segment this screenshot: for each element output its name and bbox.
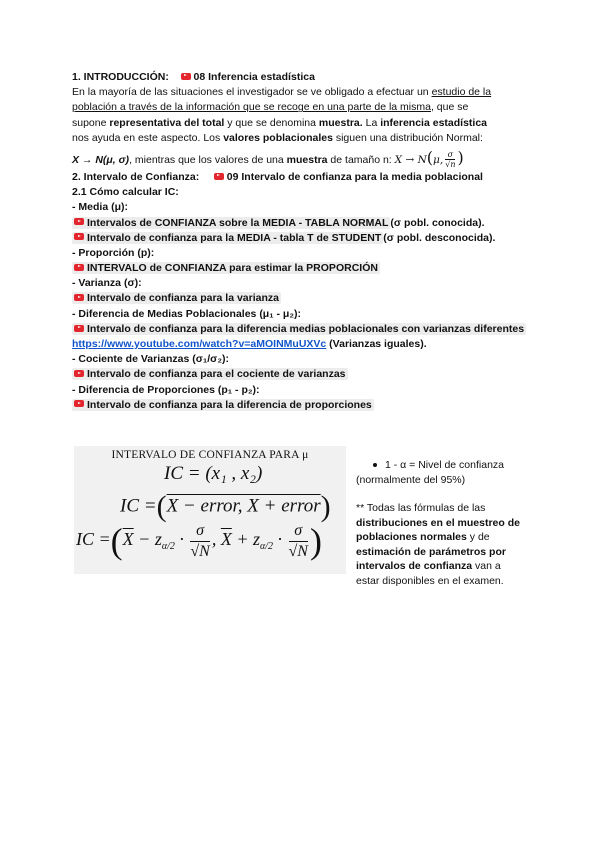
media-label: - Media (μ): xyxy=(72,201,129,214)
varianza-label: - Varianza (σ): xyxy=(72,277,142,290)
intro-line-1: En la mayoría de las situaciones el investigador se ve obligado a efectuar un estudio de la xyxy=(72,86,492,99)
media-link-2-line: Intervalo de confianza para la MEDIA - tabla T de STUDENT (σ pobl. desconocida). xyxy=(72,231,524,246)
formula-ic-error: IC =(X − error, X + error) xyxy=(120,490,331,523)
intro-line-2: población a través de la información que se recoge en una parte de la misma, que se xyxy=(72,101,469,114)
subsection-heading: 2.1 Cómo calcular IC: xyxy=(72,186,179,199)
youtube-icon xyxy=(74,218,84,225)
cociente-varianzas-link-line xyxy=(72,367,524,382)
confidence-interval-formula-image xyxy=(74,446,346,574)
youtube-icon xyxy=(74,400,84,407)
diferencia-medias-link-line xyxy=(72,322,524,337)
video-link-varianza[interactable]: Intervalo de confianza para la varianza xyxy=(72,292,281,304)
exam-formulas-note: ** Todas las fórmulas de las distribuciones en el muestreo de poblaciones normales y de estimación de parámetros por intervalos de confianza van a estar disponibles en el examen. xyxy=(356,502,520,587)
youtube-icon xyxy=(74,294,84,301)
confidence-level-bullet: 1 - α = Nivel de confianza xyxy=(356,458,526,473)
section-2-heading-line xyxy=(72,170,524,185)
video-link-inferencia[interactable]: 08 Inferencia estadística xyxy=(181,71,315,83)
youtube-url-line: https://www.youtube.com/watch?v=aMOINMuUXVc (Varianzas iguales). xyxy=(72,338,427,350)
video-link-diferencia-medias[interactable]: Intervalo de confianza para la diferencia medias poblacionales con varianzas diferentes xyxy=(72,323,526,335)
video-link-intervalo[interactable]: 09 Intervalo de confianza para la media poblacional xyxy=(214,171,483,183)
intro-line-4: nos ayuda en este aspecto. Los valores poblacionales siguen una distribución Normal: xyxy=(72,131,483,144)
youtube-icon xyxy=(74,370,84,377)
youtube-icon xyxy=(181,73,191,80)
video-link-diferencia-proporciones[interactable]: Intervalo de confianza para la diferencia de proporciones xyxy=(72,399,374,411)
confidence-level-note: (normalmente del 95%) xyxy=(356,473,466,486)
video-link-cociente-varianzas[interactable]: Intervalo de confianza para el cociente de varianzas xyxy=(72,368,348,380)
proporcion-link-line xyxy=(72,261,524,276)
cociente-varianzas-label: - Cociente de Varianzas (σ₁/σ₂): xyxy=(72,353,229,366)
youtube-url-link[interactable]: https://www.youtube.com/watch?v=aMOINMuUXVc xyxy=(72,338,327,350)
bullet-icon xyxy=(373,463,377,467)
video-link-media-student[interactable]: Intervalo de confianza para la MEDIA - tabla T de STUDENT xyxy=(72,232,383,244)
intro-line-5: X → N(μ, σ), mientras que los valores de una muestra de tamaño n: X → N(μ, $\frac{\sigma}{√n}$ ) xyxy=(72,147,464,170)
video-link-proporcion[interactable]: INTERVALO de CONFIANZA para estimar la PROPORCIÓN xyxy=(72,262,380,274)
media-link-1-line: Intervalos de CONFIANZA sobre la MEDIA - TABLA NORMAL (σ pobl. conocida). xyxy=(72,216,524,231)
sigma-over-root-n: $\frac{\sigma}{√n}$ xyxy=(445,150,456,170)
side-notes xyxy=(356,458,526,588)
intro-line-3: supone representativa del total y que se denomina muestra. La inferencia estadística xyxy=(72,116,488,129)
population-formula: X → N(μ, σ) xyxy=(72,153,130,166)
formula-ic-endpoints: IC = (x₁ , x₂) xyxy=(164,463,263,484)
youtube-icon xyxy=(74,325,84,332)
diferencia-medias-label: - Diferencia de Medias Poblacionales (μ₁ - μ₂): xyxy=(72,307,301,320)
diferencia-proporciones-link-line xyxy=(72,398,524,413)
proporcion-label: - Proporción (p): xyxy=(72,246,155,259)
section-2-heading: 2. Intervalo de Confianza: xyxy=(72,170,200,183)
section-1-heading-line xyxy=(72,70,524,85)
youtube-icon xyxy=(74,264,84,271)
video-link-media-normal[interactable]: Intervalos de CONFIANZA sobre la MEDIA - TABLA NORMAL xyxy=(72,217,390,229)
youtube-icon xyxy=(74,233,84,240)
figure-title: INTERVALO DE CONFIANZA PARA μ xyxy=(111,449,309,461)
document-body xyxy=(72,70,524,413)
youtube-icon xyxy=(214,173,224,180)
formula-ic-z: IC $=(\overline{X} - z_{\alpha/2}$ · $\frac{\sigma}{√N}$ , $\overline{X} + z_{\alpha/2}$ · $\frac{\sigma}{√N}$ ) xyxy=(76,521,322,561)
varianza-link-line xyxy=(72,291,524,306)
diferencia-proporciones-label: - Diferencia de Proporciones (p₁ - p₂): xyxy=(72,383,260,396)
section-1-heading: 1. INTRODUCCIÓN: xyxy=(72,71,169,83)
sample-formula: X → N(μ, $\frac{\sigma}{√n}$ ) xyxy=(394,147,464,170)
